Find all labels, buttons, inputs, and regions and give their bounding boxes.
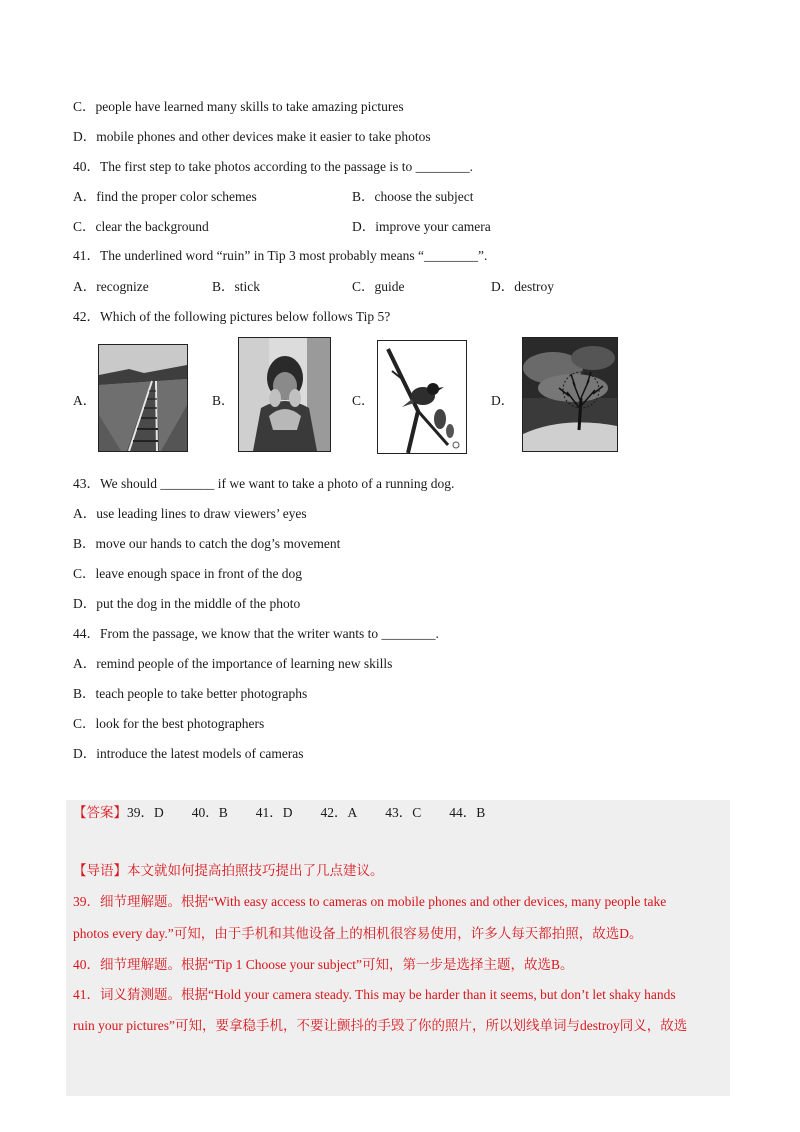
q42-label-b: B． [212,393,235,408]
q43-stem: 43．We should ________ if we want to take a photo of a running dog. [73,476,455,491]
q44-option-d: D．introduce the latest models of cameras [73,746,304,761]
person-portrait-photo [238,337,331,452]
q41-option-c: C．guide [352,279,405,294]
answer-item: 43．C [385,805,422,820]
q44-option-c: C．look for the best photographers [73,716,265,731]
q41-option-a: A．recognize [73,279,149,294]
answer-item: 39．D [127,805,164,820]
railway-tracks-photo [98,344,188,452]
answer-item: 41．D [255,805,293,820]
q40-option-c: C．clear the background [73,219,209,234]
q43-option-b: B．move our hands to catch the dog’s movement [73,536,341,551]
q44-option-b: B．teach people to take better photographs [73,686,308,701]
guide-label: 【导语】 [73,863,127,878]
answer-label: 【答案】 [73,805,127,820]
q42-label-c: C． [352,393,375,408]
q40-option-b: B．choose the subject [352,189,474,204]
explanation-line: photos every day.”可知，由于手机和其他设备上的相机很容易使用，许多人每天都拍照，故选D。 [73,926,643,941]
q44-stem: 44．From the passage, we know that the writer wants to ________. [73,626,439,641]
answer-item: 42．A [320,805,358,820]
explanation-line: ruin your pictures”可知，要拿稳手机，不要让颤抖的手毁了你的照片，所以划线单词与destroy同义，故选 [73,1018,688,1033]
answer-section [66,800,730,1096]
guide-row [73,862,384,880]
q41-option-d: D．destroy [491,279,554,294]
q40-option-d: D．improve your camera [352,219,491,234]
q42-label-a: A． [73,393,97,408]
q40-option-a: A．find the proper color schemes [73,189,257,204]
explanation-line: 41．词义猜测题。根据“Hold your camera steady. This may be harder than it seems, but don’t let shaky hands [73,987,676,1002]
q39-option-d: D．mobile phones and other devices make it easier to take photos [73,129,431,144]
q42-stem: 42．Which of the following pictures below follows Tip 5? [73,309,391,324]
winter-tree-photo [522,337,618,452]
q44-option-a: A．remind people of the importance of learning new skills [73,656,393,671]
q41-stem: 41．The underlined word “ruin” in Tip 3 most probably means “________”. [73,248,488,263]
q43-option-a: A．use leading lines to draw viewers’ eyes [73,506,307,521]
answer-row [73,804,485,822]
guide-text: 本文就如何提高拍照技巧提出了几点建议。 [127,863,384,878]
q41-option-b: B．stick [212,279,261,294]
answer-item: 40．B [191,805,228,820]
q43-option-c: C．leave enough space in front of the dog [73,566,303,581]
q39-option-c: C．people have learned many skills to take amazing pictures [73,99,404,114]
q40-stem: 40．The first step to take photos according to the passage is to ________. [73,159,474,174]
explanation-line: 40．细节理解题。根据“Tip 1 Choose your subject”可知，第一步是选择主题，故选B。 [73,957,574,972]
answer-item: 44．B [449,805,486,820]
bird-on-branch-photo [377,340,467,454]
explanation-line: 39．细节理解题。根据“With easy access to cameras on mobile phones and other devices, many people take [73,894,667,909]
q43-option-d: D．put the dog in the middle of the photo [73,596,301,611]
q42-label-d: D． [491,393,515,408]
